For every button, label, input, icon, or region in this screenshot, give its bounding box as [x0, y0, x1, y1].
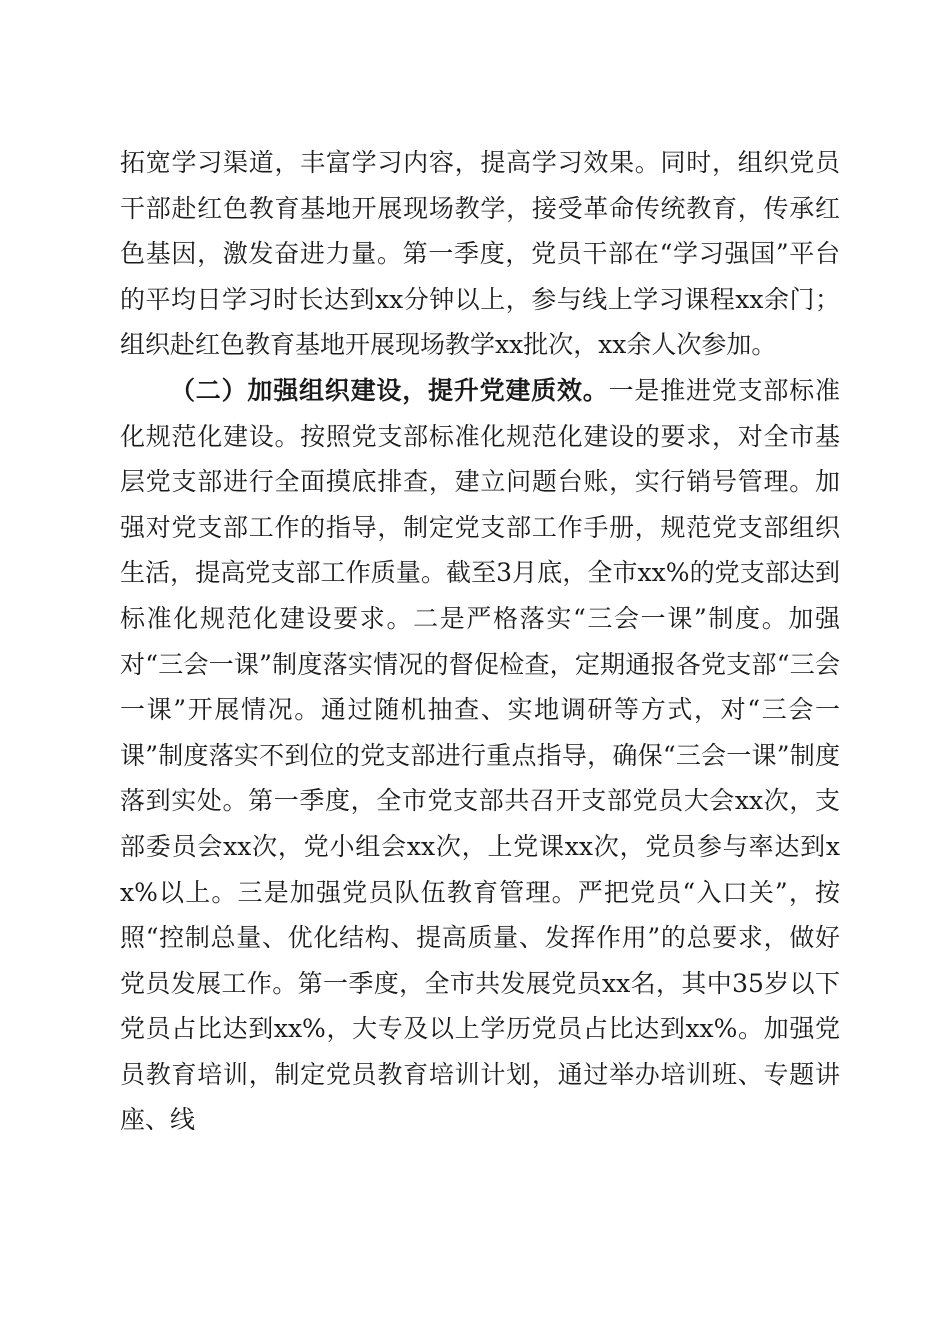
document-body: [120, 140, 840, 1143]
paragraph-section-two: [120, 368, 840, 1143]
paragraph-text: 一是推进党支部标准化规范化建设。按照党支部标准化规范化建设的要求，对全市基层党支部进行全面摸底排查，建立问题台账，实行销号管理。加强对党支部工作的指导，制定党支部工作手册，规范党支部组织生活，提高党支部工作质量。截至3月底，全市xx%的党支部达到标准化规范化建设要求。二是严格落实“三会一课”制度。加强对“三会一课”制度落实情况的督促检查，定期通报各党支部“三会一课”开展情况。通过随机抽查、实地调研等方式，对“三会一课”制度落实不到位的党支部进行重点指导，确保“三会一课”制度落到实处。第一季度，全市党支部共召开支部党员大会xx次，支部委员会xx次，党小组会xx次，上党课xx次，党员参与率达到xx%以上。三是加强党员队伍教育管理。严把党员“入口关”，按照“控制总量、优化结构、提高质量、发挥作用”的总要求，做好党员发展工作。第一季度，全市共发展党员xx名，其中35岁以下党员占比达到xx%，大专及以上学历党员占比达到xx%。加强党员教育培训，制定党员教育培训计划，通过举办培训班、专题讲座、线: [120, 375, 840, 1135]
section-heading: （二）加强组织建设，提升党建质效。: [170, 375, 609, 405]
paragraph-text: 拓宽学习渠道，丰富学习内容，提高学习效果。同时，组织党员干部赴红色教育基地开展现场教学，接受革命传统教育，传承红色基因，激发奋进力量。第一季度，党员干部在“学习强国”平台的平均日学习时长达到xx分钟以上，参与线上学习课程xx余门；组织赴红色教育基地开展现场教学xx批次，xx余人次参加。: [120, 148, 840, 360]
paragraph-continuation: [120, 140, 840, 368]
